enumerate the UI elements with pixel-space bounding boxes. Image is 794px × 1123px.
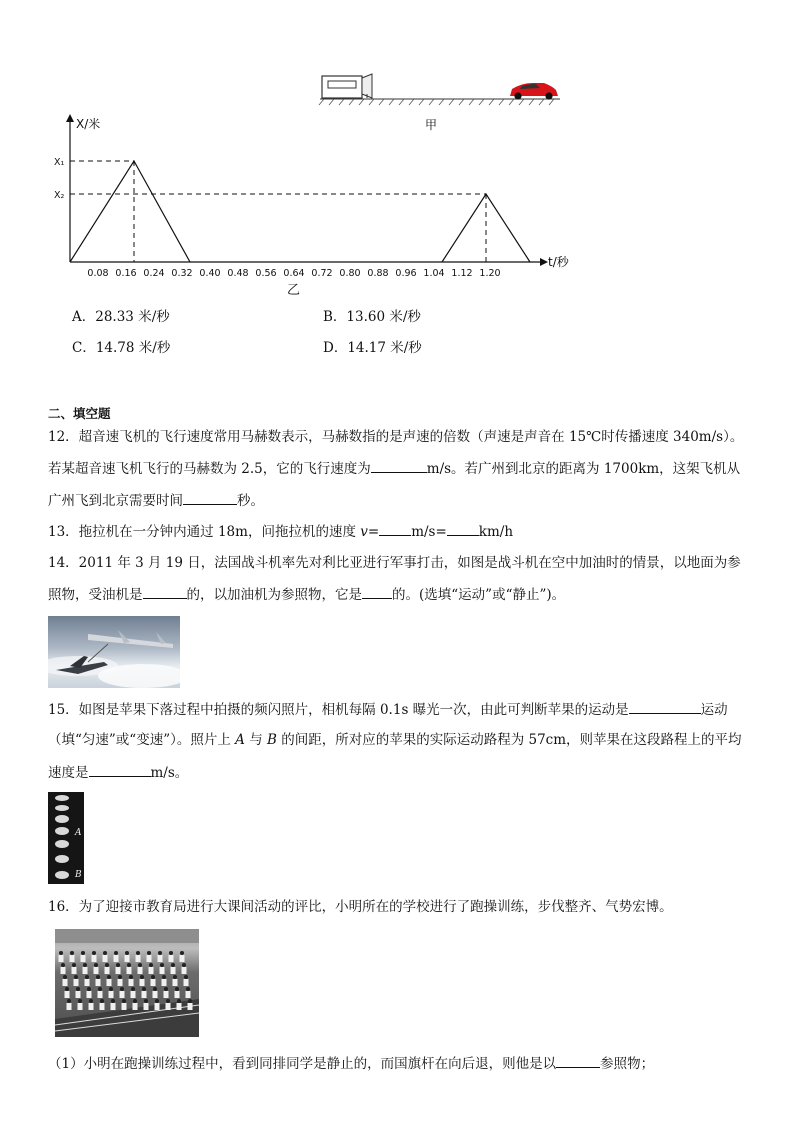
student-figure <box>94 963 99 974</box>
option-a: A．28.33 米/秒 <box>72 309 170 325</box>
student-figure <box>147 951 152 962</box>
x-tick-label: 0.08 <box>87 268 109 279</box>
student-figure <box>61 963 66 974</box>
red-car-icon <box>510 83 558 100</box>
x-tick-label: 0.40 <box>199 268 221 279</box>
student-figure <box>109 987 114 998</box>
photo-label-b: B <box>75 870 82 880</box>
q16-line1: 16．为了迎接市教育局进行大课间活动的评比，小明所在的学校进行了跑操训练，步伐整齐、气势宏博。 <box>48 899 673 915</box>
student-figure <box>129 975 134 986</box>
x-tick-label: 0.72 <box>311 268 333 279</box>
student-figure <box>105 963 110 974</box>
apple-frame <box>55 855 69 863</box>
q12-blank-speed[interactable] <box>371 458 427 473</box>
y-axis-label: X/米 <box>76 117 101 131</box>
student-figure <box>98 987 103 998</box>
student-figure <box>144 999 149 1010</box>
q13-line <box>48 521 513 542</box>
student-figure <box>118 975 123 986</box>
student-figure <box>111 999 116 1010</box>
student-figure <box>166 999 171 1010</box>
q14-blank-2[interactable] <box>362 584 392 599</box>
x-tick-label: 1.20 <box>479 268 501 279</box>
student-figure <box>59 951 64 962</box>
student-figure <box>107 975 112 986</box>
x-tick-label: 0.16 <box>115 268 137 279</box>
student-figure <box>122 999 127 1010</box>
student-figure <box>87 987 92 998</box>
student-figure <box>72 963 77 974</box>
q15-line1 <box>48 699 728 720</box>
q15-line3 <box>48 762 188 783</box>
student-figure <box>67 999 72 1010</box>
q14-text-c: 的。(选填“运动”或“静止”)。 <box>392 587 566 603</box>
dashed-guides <box>70 161 486 262</box>
q16-sub1-text-a: （1）小明在跑操训练过程中，看到同排同学是静止的，而国旗杆在向后退，则他是以 <box>48 1056 557 1072</box>
student-figure <box>177 999 182 1010</box>
student-figure <box>184 975 189 986</box>
q12-text-d: 秒。 <box>237 493 264 509</box>
q15-text-d: 与 <box>244 732 267 748</box>
q15-text-c: （填“匀速”或“变速”）。照片上 <box>48 732 236 748</box>
student-figure <box>151 975 156 986</box>
student-figure <box>138 963 143 974</box>
x-axis <box>70 258 548 266</box>
q14-line2 <box>48 584 565 605</box>
q14-blank-1[interactable] <box>143 584 187 599</box>
apple-frame <box>55 795 69 801</box>
figure-jia-label: 甲 <box>425 118 438 132</box>
q15-blank-motion[interactable] <box>629 699 701 714</box>
x-tick-label: 0.96 <box>395 268 417 279</box>
aircraft-icon <box>48 616 180 688</box>
student-figure <box>116 963 121 974</box>
q15-text-f: 速度是 <box>48 765 89 781</box>
figure-jia <box>300 68 570 108</box>
x-tick-label: 0.88 <box>367 268 389 279</box>
student-figure <box>131 987 136 998</box>
student-figure <box>89 999 94 1010</box>
student-figure <box>70 951 75 962</box>
x-tick-label: 1.04 <box>423 268 445 279</box>
q14-line1: 14．2011 年 3 月 19 日，法国战斗机率先对利比亚进行军事打击，如图是战斗机在空中加油时的情景，以地面为参 <box>48 555 741 571</box>
apple-frame <box>55 871 69 879</box>
student-figure <box>162 975 167 986</box>
q15-text-a: 15．如图是苹果下落过程中拍摄的频闪照片，相机每隔 0.1s 曝光一次，由此可判断苹果的运动是 <box>48 702 629 718</box>
q15-text-g: m/s。 <box>150 765 189 781</box>
student-figure <box>186 987 191 998</box>
q13-eq: = <box>367 524 380 540</box>
q16-sub1-text-b: 参照物； <box>600 1056 655 1072</box>
crowd-illustration <box>55 929 199 1037</box>
q13-text-a: 13．拖拉机在一分钟内通过 18m，问拖拉机的速度 <box>48 524 361 540</box>
student-figure <box>63 975 68 986</box>
q13-v: v <box>360 524 368 540</box>
x-tick-labels <box>87 268 500 279</box>
apple-frame <box>55 805 69 811</box>
x-tick-label: 0.64 <box>283 268 305 279</box>
x-tick-label: 0.56 <box>255 268 277 279</box>
student-figure <box>136 951 141 962</box>
q12-line3 <box>48 490 264 511</box>
q15-text-b: 运动 <box>700 702 728 718</box>
student-figure <box>103 951 108 962</box>
x-tick-label: 0.48 <box>227 268 249 279</box>
x-tick-label: 0.80 <box>339 268 361 279</box>
apple-frame <box>55 815 69 823</box>
student-figure <box>125 951 130 962</box>
student-figure <box>74 975 79 986</box>
student-figure <box>142 987 147 998</box>
x-axis-label: t/秒 <box>548 255 569 269</box>
option-b: B．13.60 米/秒 <box>323 309 421 325</box>
student-figure <box>85 975 90 986</box>
student-figure <box>81 951 86 962</box>
graph-caption: 乙 <box>287 283 301 298</box>
student-figure <box>160 963 165 974</box>
q12-line1: 12．超音速飞机的飞行速度常用马赫数表示，马赫数指的是声速的倍数（声速是声音在 15℃时传播速度 340m/s）。 <box>48 429 744 445</box>
y-axis <box>66 114 74 262</box>
student-figure <box>158 951 163 962</box>
q15-blank-speed[interactable] <box>89 762 151 777</box>
speed-sensor-device <box>322 74 372 98</box>
student-figure <box>92 951 97 962</box>
q15-point-b: B <box>267 732 277 748</box>
student-figure <box>188 999 193 1010</box>
q12-text-c: 广州飞到北京需要时间 <box>48 493 183 509</box>
apple-frame <box>55 827 69 835</box>
q15-point-a: A <box>235 732 245 748</box>
x-tick-label: 1.12 <box>451 268 473 279</box>
q12-text-a: 若某超音速飞机飞行的马赫数为 2.5，它的飞行速度为 <box>48 461 371 477</box>
q12-text-b: m/s。若广州到北京的距离为 1700km，这架飞机从 <box>426 461 741 477</box>
q15-line2 <box>48 730 742 750</box>
student-figure <box>169 951 174 962</box>
x-tick-label: 0.32 <box>171 268 193 279</box>
student-figure <box>133 999 138 1010</box>
q15-text-e: 的间距，所对应的苹果的实际运动路程为 57cm，则苹果在这段路程上的平均 <box>276 732 742 748</box>
ground-hatches <box>319 99 554 105</box>
position-time-graph <box>40 112 580 280</box>
option-c: C．14.78 米/秒 <box>72 340 171 356</box>
student-figure <box>180 951 185 962</box>
student-figure <box>65 987 70 998</box>
q14-text-a: 照物，受油机是 <box>48 587 143 603</box>
student-figure <box>100 999 105 1010</box>
first-pulse-line <box>70 161 190 262</box>
student-figure <box>149 963 154 974</box>
student-figure <box>96 975 101 986</box>
student-figure <box>171 963 176 974</box>
student-figure <box>175 987 180 998</box>
q14-text-b: 的，以加油机为参照物，它是 <box>186 587 362 603</box>
student-figure <box>114 951 119 962</box>
q16-blank-reference[interactable] <box>556 1053 600 1068</box>
q12-blank-time[interactable] <box>183 490 237 505</box>
student-figure <box>140 975 145 986</box>
y-tick-x2: X₂ <box>54 190 65 201</box>
section-title: 二、填空题 <box>48 406 111 421</box>
student-figure <box>78 999 83 1010</box>
student-figure <box>182 963 187 974</box>
apple-frame <box>55 840 69 848</box>
photo-label-a: A <box>75 828 82 838</box>
y-tick-x1: X₁ <box>54 157 65 168</box>
running-exercise-photo <box>55 929 199 1037</box>
apple-strobe-photo <box>48 792 84 884</box>
q16-sub1 <box>48 1053 654 1074</box>
student-figure <box>164 987 169 998</box>
student-figure <box>173 975 178 986</box>
student-figure <box>120 987 125 998</box>
student-figure <box>153 987 158 998</box>
x-tick-label: 0.24 <box>143 268 165 279</box>
student-figure <box>155 999 160 1010</box>
q12-line2 <box>48 458 740 479</box>
refueling-photo <box>48 616 180 688</box>
q13-unit-ms: m/s= <box>411 524 447 540</box>
student-figure <box>127 963 132 974</box>
student-figure <box>76 987 81 998</box>
q13-blank-ms[interactable] <box>379 521 411 536</box>
q13-blank-kmh[interactable] <box>447 521 479 536</box>
student-figure <box>83 963 88 974</box>
option-d: D．14.17 米/秒 <box>323 340 422 356</box>
q13-unit-kmh: km/h <box>478 524 514 540</box>
